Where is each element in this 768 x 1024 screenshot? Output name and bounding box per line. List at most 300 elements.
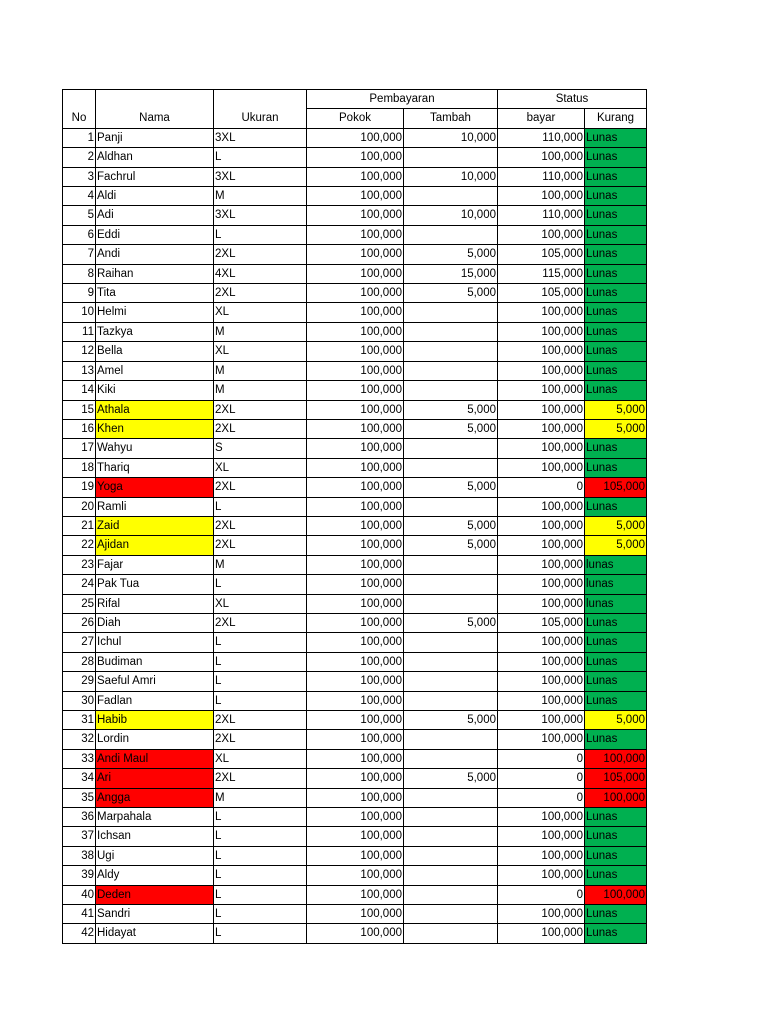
table-row [63,691,647,710]
row-bayar: 105,000 [498,613,585,632]
table-row [63,303,647,322]
row-pokok: 100,000 [307,478,404,497]
tambah-header: Tambah [404,109,498,128]
row-tambah: 5,000 [404,516,498,535]
row-nama: Ajidan [96,536,214,555]
row-pokok: 100,000 [307,555,404,574]
row-ukuran: 2XL [214,284,307,303]
row-bayar: 100,000 [498,361,585,380]
row-tambah [404,827,498,846]
row-pokok: 100,000 [307,885,404,904]
no-header-spacer [63,90,96,109]
row-kurang: Lunas [585,128,647,147]
row-nama: Pak Tua [96,575,214,594]
table-row [63,400,647,419]
table-row [63,381,647,400]
row-tambah [404,439,498,458]
row-tambah [404,322,498,341]
row-no: 34 [63,769,96,788]
row-no: 28 [63,652,96,671]
row-bayar: 0 [498,788,585,807]
row-tambah: 15,000 [404,264,498,283]
table-row [63,827,647,846]
row-no: 39 [63,866,96,885]
row-tambah: 5,000 [404,613,498,632]
row-ukuran: 2XL [214,613,307,632]
row-nama: Eddi [96,225,214,244]
row-bayar: 100,000 [498,342,585,361]
row-ukuran: 2XL [214,419,307,438]
row-tambah: 10,000 [404,128,498,147]
row-ukuran: L [214,575,307,594]
row-no: 29 [63,672,96,691]
row-kurang: Lunas [585,652,647,671]
row-nama: Budiman [96,652,214,671]
row-nama: Andi Maul [96,749,214,768]
table-row [63,128,647,147]
row-pokok: 100,000 [307,419,404,438]
row-nama: Ramli [96,497,214,516]
table-row [63,284,647,303]
table-row [63,885,647,904]
row-bayar: 100,000 [498,827,585,846]
row-tambah [404,148,498,167]
row-kurang: Lunas [585,458,647,477]
table-row [63,730,647,749]
table-row [63,866,647,885]
table-row [63,905,647,924]
table-body [63,90,647,944]
row-ukuran: 2XL [214,711,307,730]
row-ukuran: L [214,672,307,691]
row-no: 10 [63,303,96,322]
row-ukuran: L [214,633,307,652]
row-bayar: 100,000 [498,730,585,749]
row-kurang: Lunas [585,187,647,206]
row-tambah [404,555,498,574]
row-nama: Saeful Amri [96,672,214,691]
row-no: 11 [63,322,96,341]
row-no: 32 [63,730,96,749]
row-nama: Kiki [96,381,214,400]
row-pokok: 100,000 [307,769,404,788]
row-kurang: 5,000 [585,516,647,535]
row-tambah: 5,000 [404,536,498,555]
table-row [63,652,647,671]
row-no: 25 [63,594,96,613]
row-bayar: 110,000 [498,206,585,225]
row-bayar: 100,000 [498,575,585,594]
row-kurang: lunas [585,555,647,574]
row-ukuran: 3XL [214,167,307,186]
row-kurang: 5,000 [585,536,647,555]
row-kurang: 100,000 [585,749,647,768]
row-ukuran: XL [214,749,307,768]
payment-table [62,89,647,944]
header-row-group [63,90,647,109]
row-bayar: 0 [498,749,585,768]
row-nama: Zaid [96,516,214,535]
row-tambah [404,808,498,827]
row-bayar: 100,000 [498,672,585,691]
row-ukuran: M [214,555,307,574]
row-ukuran: 2XL [214,536,307,555]
table-row [63,672,647,691]
row-tambah [404,381,498,400]
row-nama: Yoga [96,478,214,497]
row-no: 23 [63,555,96,574]
row-ukuran: L [214,866,307,885]
row-nama: Ichul [96,633,214,652]
row-tambah [404,924,498,943]
row-pokok: 100,000 [307,400,404,419]
row-bayar: 110,000 [498,128,585,147]
row-bayar: 100,000 [498,400,585,419]
row-nama: Aldi [96,187,214,206]
row-no: 22 [63,536,96,555]
row-ukuran: L [214,652,307,671]
table-row [63,478,647,497]
row-kurang: 5,000 [585,400,647,419]
row-pokok: 100,000 [307,439,404,458]
row-pokok: 100,000 [307,458,404,477]
row-pokok: 100,000 [307,128,404,147]
row-pokok: 100,000 [307,536,404,555]
row-no: 3 [63,167,96,186]
row-pokok: 100,000 [307,575,404,594]
row-pokok: 100,000 [307,284,404,303]
row-ukuran: L [214,808,307,827]
row-bayar: 100,000 [498,381,585,400]
table-row [63,846,647,865]
row-no: 2 [63,148,96,167]
row-nama: Tazkya [96,322,214,341]
row-nama: Panji [96,128,214,147]
row-pokok: 100,000 [307,749,404,768]
row-kurang: Lunas [585,827,647,846]
row-pokok: 100,000 [307,148,404,167]
row-ukuran: L [214,905,307,924]
row-nama: Diah [96,613,214,632]
row-kurang: Lunas [585,672,647,691]
row-nama: Angga [96,788,214,807]
row-tambah [404,905,498,924]
row-kurang: 105,000 [585,769,647,788]
table-row [63,633,647,652]
row-ukuran: L [214,924,307,943]
row-no: 5 [63,206,96,225]
row-nama: Ichsan [96,827,214,846]
row-no: 30 [63,691,96,710]
table-row [63,458,647,477]
row-kurang: Lunas [585,381,647,400]
row-no: 36 [63,808,96,827]
row-no: 17 [63,439,96,458]
row-nama: Lordin [96,730,214,749]
row-ukuran: 2XL [214,400,307,419]
no-header: No [63,109,96,128]
pembayaran-header: Pembayaran [307,90,498,109]
row-no: 41 [63,905,96,924]
row-kurang: Lunas [585,167,647,186]
row-no: 16 [63,419,96,438]
table-row [63,594,647,613]
nama-header-spacer [96,90,214,109]
row-ukuran: 2XL [214,730,307,749]
row-kurang: Lunas [585,264,647,283]
row-tambah: 5,000 [404,245,498,264]
row-no: 12 [63,342,96,361]
row-bayar: 100,000 [498,225,585,244]
row-kurang: Lunas [585,633,647,652]
table-row [63,497,647,516]
table-row [63,206,647,225]
table-row [63,536,647,555]
row-pokok: 100,000 [307,167,404,186]
row-tambah [404,575,498,594]
row-kurang: Lunas [585,439,647,458]
row-tambah [404,730,498,749]
row-nama: Ari [96,769,214,788]
row-pokok: 100,000 [307,225,404,244]
row-tambah [404,225,498,244]
nama-header: Nama [96,109,214,128]
row-no: 35 [63,788,96,807]
row-pokok: 100,000 [307,633,404,652]
row-kurang: Lunas [585,808,647,827]
row-ukuran: M [214,322,307,341]
row-bayar: 110,000 [498,167,585,186]
row-kurang: 105,000 [585,478,647,497]
row-nama: Tita [96,284,214,303]
row-ukuran: XL [214,594,307,613]
row-no: 18 [63,458,96,477]
row-bayar: 100,000 [498,594,585,613]
row-kurang: Lunas [585,284,647,303]
row-tambah [404,633,498,652]
row-no: 14 [63,381,96,400]
row-nama: Khen [96,419,214,438]
row-no: 1 [63,128,96,147]
row-pokok: 100,000 [307,497,404,516]
row-bayar: 0 [498,769,585,788]
row-tambah [404,672,498,691]
row-kurang: 5,000 [585,711,647,730]
table-row [63,769,647,788]
row-ukuran: L [214,148,307,167]
row-ukuran: M [214,361,307,380]
row-nama: Ugi [96,846,214,865]
row-ukuran: S [214,439,307,458]
row-tambah [404,342,498,361]
table-row [63,711,647,730]
row-tambah [404,303,498,322]
row-nama: Helmi [96,303,214,322]
row-ukuran: XL [214,303,307,322]
row-pokok: 100,000 [307,905,404,924]
row-pokok: 100,000 [307,827,404,846]
row-pokok: 100,000 [307,672,404,691]
row-no: 33 [63,749,96,768]
row-pokok: 100,000 [307,866,404,885]
row-ukuran: M [214,381,307,400]
row-bayar: 100,000 [498,633,585,652]
row-tambah [404,866,498,885]
row-tambah [404,361,498,380]
row-tambah: 5,000 [404,400,498,419]
row-no: 31 [63,711,96,730]
row-kurang: Lunas [585,303,647,322]
row-no: 9 [63,284,96,303]
row-ukuran: L [214,846,307,865]
row-ukuran: L [214,225,307,244]
row-tambah [404,846,498,865]
row-bayar: 100,000 [498,924,585,943]
row-tambah: 5,000 [404,769,498,788]
row-nama: Marpahala [96,808,214,827]
table-row [63,342,647,361]
row-bayar: 115,000 [498,264,585,283]
header-row-columns [63,109,647,128]
row-tambah [404,458,498,477]
row-tambah [404,749,498,768]
row-bayar: 100,000 [498,303,585,322]
row-tambah [404,187,498,206]
row-pokok: 100,000 [307,711,404,730]
table-row [63,575,647,594]
row-bayar: 100,000 [498,555,585,574]
row-bayar: 100,000 [498,516,585,535]
row-bayar: 105,000 [498,245,585,264]
table-row [63,322,647,341]
row-ukuran: 2XL [214,478,307,497]
row-ukuran: 2XL [214,245,307,264]
row-pokok: 100,000 [307,730,404,749]
row-kurang: Lunas [585,206,647,225]
table-row [63,749,647,768]
row-kurang: Lunas [585,361,647,380]
row-bayar: 100,000 [498,652,585,671]
row-nama: Adi [96,206,214,225]
row-pokok: 100,000 [307,652,404,671]
table-row [63,245,647,264]
row-bayar: 100,000 [498,866,585,885]
row-bayar: 100,000 [498,536,585,555]
row-bayar: 100,000 [498,148,585,167]
row-kurang: Lunas [585,225,647,244]
row-pokok: 100,000 [307,808,404,827]
row-kurang: Lunas [585,730,647,749]
row-nama: Rifal [96,594,214,613]
row-ukuran: 3XL [214,128,307,147]
row-ukuran: 2XL [214,769,307,788]
row-kurang: Lunas [585,148,647,167]
row-nama: Athala [96,400,214,419]
row-tambah [404,594,498,613]
row-nama: Wahyu [96,439,214,458]
row-pokok: 100,000 [307,322,404,341]
row-ukuran: L [214,885,307,904]
table-row [63,167,647,186]
row-pokok: 100,000 [307,206,404,225]
row-nama: Raihan [96,264,214,283]
row-no: 26 [63,613,96,632]
row-no: 24 [63,575,96,594]
row-nama: Aldy [96,866,214,885]
row-ukuran: 2XL [214,516,307,535]
row-nama: Deden [96,885,214,904]
row-no: 8 [63,264,96,283]
row-ukuran: 3XL [214,206,307,225]
row-kurang: 100,000 [585,885,647,904]
bayar-header: bayar [498,109,585,128]
row-pokok: 100,000 [307,303,404,322]
row-kurang: Lunas [585,866,647,885]
status-header: Status [498,90,647,109]
row-tambah: 5,000 [404,478,498,497]
table-row [63,924,647,943]
row-ukuran: M [214,788,307,807]
row-ukuran: 4XL [214,264,307,283]
table-row [63,613,647,632]
row-no: 7 [63,245,96,264]
table-row [63,419,647,438]
row-bayar: 100,000 [498,322,585,341]
row-bayar: 100,000 [498,905,585,924]
row-kurang: lunas [585,594,647,613]
row-pokok: 100,000 [307,245,404,264]
row-no: 38 [63,846,96,865]
row-kurang: Lunas [585,613,647,632]
row-tambah: 10,000 [404,206,498,225]
table-row [63,808,647,827]
row-tambah [404,788,498,807]
row-nama: Thariq [96,458,214,477]
row-no: 19 [63,478,96,497]
row-kurang: 100,000 [585,788,647,807]
row-kurang: Lunas [585,924,647,943]
row-bayar: 100,000 [498,419,585,438]
row-nama: Habib [96,711,214,730]
row-no: 20 [63,497,96,516]
row-pokok: 100,000 [307,846,404,865]
row-bayar: 100,000 [498,711,585,730]
row-pokok: 100,000 [307,342,404,361]
table-row [63,148,647,167]
row-kurang: Lunas [585,846,647,865]
row-ukuran: L [214,497,307,516]
table-row [63,187,647,206]
row-kurang: Lunas [585,497,647,516]
row-ukuran: M [214,187,307,206]
row-bayar: 100,000 [498,439,585,458]
table-row [63,264,647,283]
row-tambah: 10,000 [404,167,498,186]
row-bayar: 100,000 [498,458,585,477]
table-row [63,439,647,458]
row-kurang: lunas [585,575,647,594]
row-no: 27 [63,633,96,652]
row-pokok: 100,000 [307,613,404,632]
row-nama: Hidayat [96,924,214,943]
row-tambah [404,652,498,671]
row-nama: Aldhan [96,148,214,167]
kurang-header: Kurang [585,109,647,128]
row-nama: Andi [96,245,214,264]
row-bayar: 105,000 [498,284,585,303]
row-pokok: 100,000 [307,516,404,535]
row-nama: Bella [96,342,214,361]
